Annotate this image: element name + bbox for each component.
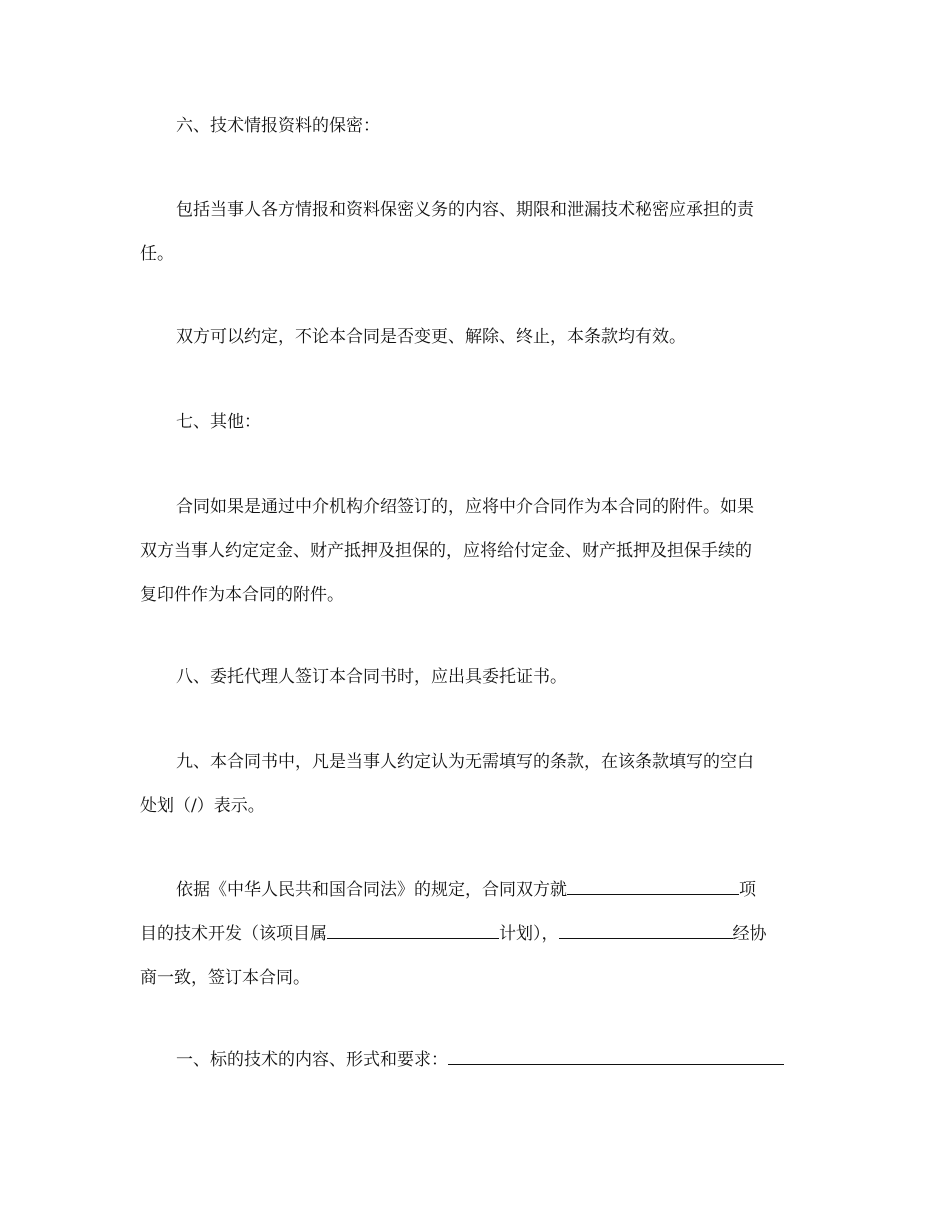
preamble-text: 计划）， [499, 924, 559, 944]
party-blank[interactable] [559, 920, 733, 939]
validity-paragraph [140, 315, 812, 359]
preamble-paragraph [140, 868, 812, 1000]
section-7-heading [140, 400, 812, 444]
text-line: 复印件作为本合同的附件。 [140, 585, 344, 605]
preamble-text: 目的技术开发（该项目属 [140, 924, 327, 944]
text-line: 商一致，签订本合同。 [140, 968, 310, 988]
heading-text: 一、标的技术的内容、形式和要求： [176, 1050, 448, 1070]
plan-name-blank[interactable] [327, 920, 499, 939]
section-6-heading [140, 104, 812, 148]
text-line: 七、其他： [176, 412, 261, 432]
text-line: 双方可以约定，不论本合同是否变更、解除、终止，本条款均有效。 [176, 327, 686, 347]
project-name-blank[interactable] [567, 876, 739, 895]
confidentiality-paragraph [140, 188, 812, 276]
text-line [140, 868, 812, 912]
text-line: 六、技术情报资料的保密： [176, 116, 380, 136]
preamble-text: 经协 [732, 924, 767, 944]
section-1-heading [140, 1038, 812, 1082]
requirements-blank[interactable] [448, 1046, 784, 1065]
text-line: 八、委托代理人签订本合同书时，应出具委托证书。 [176, 667, 567, 687]
text-line: 任。 [140, 244, 174, 264]
section-8-paragraph [140, 655, 812, 699]
text-line [140, 912, 812, 956]
preamble-text: 依据《中华人民共和国合同法》的规定，合同双方就 [176, 880, 567, 900]
text-line: 处划（/）表示。 [140, 796, 265, 816]
section-9-paragraph [140, 740, 812, 828]
text-line [140, 1038, 812, 1082]
preamble-text: 项 [739, 880, 756, 900]
text-line: 双方当事人约定定金、财产抵押及担保的，应将给付定金、财产抵押及担保手续的 [140, 541, 752, 561]
text-line: 合同如果是通过中介机构介绍签订的，应将中介合同作为本合同的附件。如果 [176, 497, 754, 517]
attachments-paragraph [140, 485, 812, 617]
text-line: 九、本合同书中，凡是当事人约定认为无需填写的条款，在该条款填写的空白 [176, 752, 754, 772]
text-line: 包括当事人各方情报和资料保密义务的内容、期限和泄漏技术秘密应承担的责 [176, 200, 754, 220]
